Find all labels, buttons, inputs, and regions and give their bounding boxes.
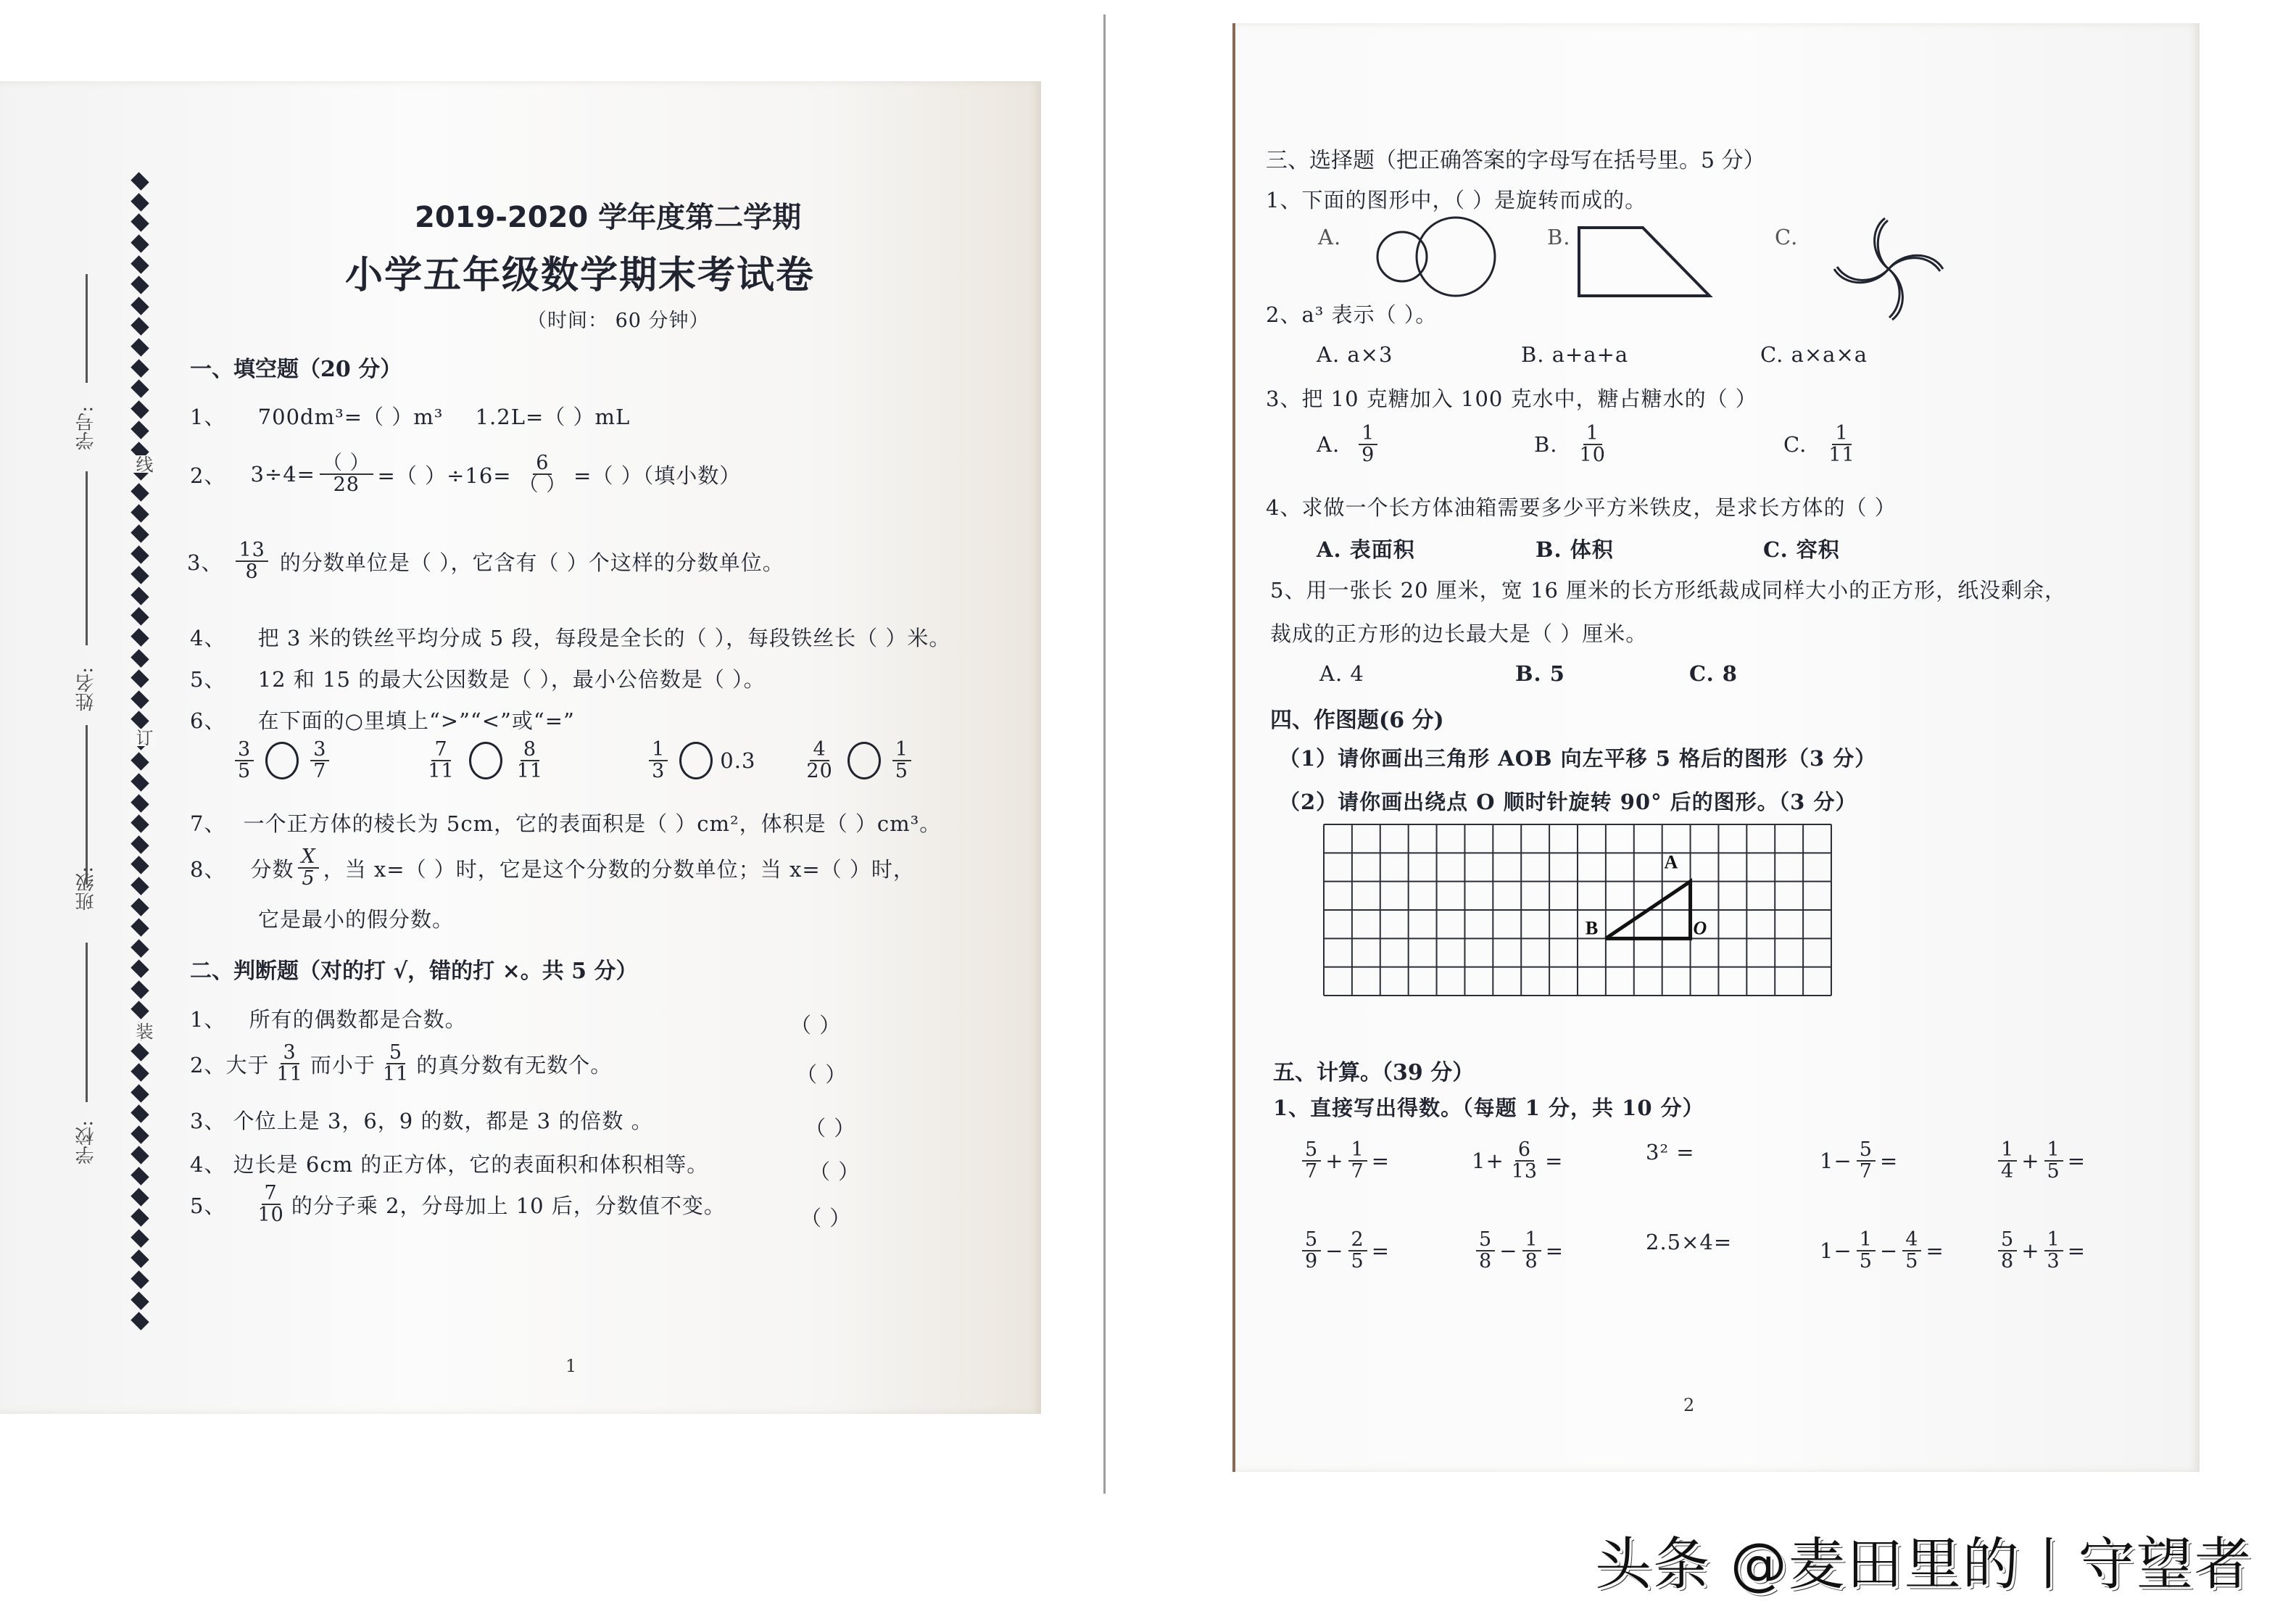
- diamond-mark: [130, 1208, 149, 1226]
- name-blank-line-b: [86, 725, 88, 885]
- fill-q8-cont: 它是最小的假分数。: [258, 907, 455, 932]
- choice-q3-option-c: C. $\frac{1}{11}$: [1783, 423, 1862, 466]
- calc-expression: [1994, 1140, 2086, 1183]
- q5-text: 12 和 15 的最大公因数是（ ），最小公倍数是（ ）。: [257, 667, 766, 692]
- diamond-mark: [130, 338, 149, 356]
- compare-circle-blank[interactable]: [847, 742, 881, 779]
- operator: 1+: [1472, 1149, 1504, 1174]
- judge-q1: [190, 1004, 467, 1033]
- pinwheel-figure-icon: [1827, 215, 1950, 323]
- diamond-mark: [130, 753, 149, 771]
- diamond-mark: [130, 524, 149, 542]
- diamond-mark: [130, 545, 149, 563]
- choice-q5-option-a: A. 4: [1319, 661, 1364, 686]
- calc-expression: [1646, 1140, 1695, 1164]
- diamond-mark: [130, 939, 149, 957]
- diamond-mark: [130, 214, 149, 232]
- operator: 1−: [1820, 1238, 1852, 1264]
- diamond-mark: [130, 1146, 149, 1164]
- operator: =: [1926, 1238, 1944, 1264]
- diamond-mark: [130, 504, 149, 522]
- calc-expression: [1298, 1230, 1390, 1273]
- q3-text: 的分数单位是（ ），它含有（ ）个这样的分数单位。: [279, 550, 784, 575]
- compare-circle-blank[interactable]: [469, 742, 502, 779]
- exam-duration: （时间： 60 分钟）: [527, 310, 710, 332]
- diamond-mark: [130, 234, 149, 252]
- diamond-mark: [130, 1291, 149, 1309]
- choice-q1-option-a: A.: [1318, 225, 1342, 249]
- fill-q3: [187, 540, 784, 583]
- fill-q5: [190, 663, 766, 693]
- diamond-mark: [130, 1063, 149, 1081]
- fraction: $\frac{7}{10}$: [257, 1182, 284, 1227]
- diamond-mark: [130, 1250, 149, 1268]
- judge-text: 个位上是 3，6，9 的数，都是 3 的倍数 。: [233, 1109, 653, 1133]
- fraction: $\frac{( )}{28}$: [320, 453, 373, 496]
- diamond-mark: [130, 318, 149, 336]
- fraction: $\frac{3}{5}$: [235, 740, 254, 782]
- fill-q7: [190, 808, 941, 837]
- diamond-mark: [130, 980, 149, 998]
- q2-mid: =（ ）÷16=: [377, 463, 512, 488]
- calc-expression: [1994, 1230, 2086, 1273]
- operator: =: [1879, 1149, 1899, 1174]
- calc-expression: [1472, 1230, 1564, 1273]
- calc-sub1: 1、直接写出得数。（每题 1 分，共 10 分）: [1273, 1096, 1704, 1120]
- fraction: $\frac{8}{11}$: [516, 738, 544, 783]
- operator: +: [1325, 1149, 1344, 1174]
- fraction: $\frac{1}{10}$: [1579, 422, 1606, 467]
- fraction: $\frac{6}{13}$: [1511, 1138, 1538, 1183]
- operator: =: [1545, 1238, 1564, 1264]
- calc-expression: [1820, 1230, 1944, 1273]
- diamond-mark: [130, 960, 149, 978]
- q8-text: ，当 x=（ ）时，它是这个分数的分数单位；当 x=（ ）时，: [323, 856, 915, 882]
- q-number: 3、: [190, 1109, 226, 1133]
- fraction: $\frac{1}{5}$: [892, 740, 911, 782]
- operator: −: [1499, 1238, 1518, 1264]
- binding-char-staple: 订: [130, 729, 156, 746]
- choice-q1-option-c: C.: [1775, 225, 1799, 249]
- diamond-mark: [130, 669, 149, 687]
- fraction: $\frac{5}{7}$: [1857, 1140, 1876, 1183]
- fraction: $\frac{1}{9}$: [1359, 423, 1377, 466]
- choice-q3-option-b: B. $\frac{1}{10}$: [1534, 423, 1613, 466]
- operator: =: [2067, 1149, 2086, 1174]
- diamond-mark: [130, 276, 149, 294]
- q1-part-b: 1.2L=（ ）mL: [475, 405, 631, 429]
- judge-q2: 2、 大于 $\frac{3}{11}$ 而小于 $\frac{5}{11}$ 的真分数有无数个。: [190, 1041, 613, 1086]
- diamond-mark: [130, 379, 149, 397]
- drawing-grid[interactable]: [1321, 822, 1834, 998]
- diamond-mark: [130, 794, 149, 812]
- name-blank-line-a: [86, 471, 88, 645]
- judge-answer-blank-3[interactable]: （ ）: [805, 1116, 856, 1141]
- fraction: $\frac{5}{8}$: [1998, 1230, 2017, 1273]
- fraction: $\frac{1}{7}$: [1348, 1140, 1367, 1183]
- diamond-mark: [130, 566, 149, 584]
- choice-q4-option-b: B. 体积: [1535, 537, 1614, 562]
- diamond-mark: [130, 421, 149, 439]
- binding-char-bind: 装: [130, 1022, 156, 1040]
- judge-answer-blank-1[interactable]: （ ）: [790, 1013, 842, 1038]
- diamond-mark: [130, 856, 149, 874]
- draw-task-1: （1）请你画出三角形 AOB 向左平移 5 格后的图形（3 分）: [1279, 746, 1877, 771]
- choice-q5: 5、用一张长 20 厘米，宽 16 厘米的长方形纸裁成同样大小的正方形，纸没剩余，: [1270, 578, 2067, 603]
- diamond-mark: [130, 690, 149, 708]
- q-number: 2、: [190, 463, 226, 488]
- calc-expression: [1646, 1230, 1732, 1254]
- operator: 2.5×4=: [1646, 1230, 1733, 1254]
- class-blank-line: [86, 943, 88, 1102]
- choice-q2-option-a: A. a×3: [1317, 342, 1393, 367]
- judge-answer-blank-5[interactable]: （ ）: [800, 1206, 852, 1230]
- q-number: 1、: [190, 405, 226, 429]
- q-number: 1、: [190, 1007, 226, 1032]
- fraction: $\frac{5}{11}$: [382, 1041, 410, 1086]
- choice-q1: 1、下面的图形中，（ ）是旋转而成的。: [1266, 188, 1647, 212]
- operator: +: [2021, 1149, 2040, 1174]
- judge-q4: [190, 1149, 708, 1178]
- student-id-blank-line: [86, 274, 88, 383]
- choice-q2-option-c: C. a×a×a: [1760, 342, 1868, 367]
- diamond-mark: [130, 1105, 149, 1123]
- fraction: $\frac{4}{5}$: [1902, 1230, 1921, 1273]
- operator: 1−: [1820, 1149, 1852, 1174]
- judge-q5: 5、 $\frac{7}{10}$ 的分子乘 2，分母加上 10 后，分数值不变。: [190, 1182, 726, 1227]
- section4-heading: 四、作图题(6 分): [1270, 708, 1444, 733]
- judge-answer-blank-2[interactable]: （ ）: [796, 1062, 847, 1087]
- compare-circle-blank[interactable]: [679, 742, 713, 779]
- diamond-mark: [130, 1188, 149, 1206]
- section1-heading: 一、填空题（20 分）: [190, 357, 402, 382]
- diamond-mark: [130, 587, 149, 605]
- fill-q1: [190, 401, 630, 431]
- section3-heading: 三、选择题（把正确答案的字母写在括号里。5 分）: [1266, 148, 1765, 173]
- fraction: $\frac{1}{3}$: [649, 740, 668, 782]
- fill-q8: [190, 847, 915, 890]
- q-number: 4、: [190, 626, 226, 650]
- fraction: $\frac{1}{11}$: [1828, 422, 1855, 467]
- calc-expression: [1298, 1140, 1390, 1183]
- choice-q4: 4、求做一个长方体油箱需要多少平方米铁皮，是求长方体的（ ）: [1266, 495, 1897, 520]
- fraction: $\frac{2}{5}$: [1348, 1230, 1367, 1273]
- diamond-mark: [130, 1043, 149, 1061]
- q-number: 2、: [190, 1052, 226, 1077]
- fraction: $\frac{1}{5}$: [1857, 1230, 1876, 1273]
- operator: −: [1879, 1238, 1899, 1264]
- fraction: $\frac{6}{( )}$: [518, 452, 567, 497]
- compare-circle-blank[interactable]: [265, 742, 299, 779]
- operator: =: [1545, 1149, 1564, 1174]
- page-number-1: 1: [565, 1356, 577, 1376]
- choice-q3-option-a: A. $\frac{1}{9}$: [1317, 423, 1382, 466]
- q8-lead: 分数: [250, 856, 294, 882]
- calc-expression: [1820, 1140, 1898, 1183]
- fraction: $\frac{7}{11}$: [428, 738, 455, 783]
- fraction: $\frac{1}{8}$: [1522, 1230, 1541, 1273]
- q1-part-a: 700dm³=（ ）m³: [257, 405, 444, 429]
- fraction: $\frac{5}{7}$: [1302, 1140, 1321, 1183]
- judge-text: 边长是 6cm 的正方体，它的表面积和体积相等。: [233, 1152, 709, 1177]
- diamond-mark: [130, 400, 149, 418]
- diamond-mark: [130, 773, 149, 791]
- fraction: $\frac{5}{9}$: [1302, 1230, 1321, 1273]
- diamond-mark: [130, 173, 149, 191]
- q-number: 6、: [190, 708, 226, 733]
- page-divider: [1103, 15, 1106, 1494]
- choice-q1-option-b: B.: [1547, 225, 1571, 249]
- operator: −: [1325, 1238, 1344, 1264]
- operator: 3² =: [1646, 1140, 1695, 1164]
- q2-lead: 3÷4=: [250, 462, 315, 487]
- choice-q4-option-a: A. 表面积: [1317, 537, 1415, 562]
- diamond-mark: [130, 1084, 149, 1102]
- judge-answer-blank-4[interactable]: （ ）: [809, 1159, 861, 1184]
- two-circles-figure-icon: [1370, 216, 1501, 303]
- diamond-mark: [130, 1270, 149, 1288]
- diamond-mark: [130, 1125, 149, 1143]
- fraction: $\frac{4}{20}$: [806, 738, 833, 783]
- diamond-mark: [130, 359, 149, 377]
- diamond-mark: [130, 711, 149, 729]
- page-number-2: 2: [1683, 1395, 1695, 1415]
- choice-q4-option-c: C. 容积: [1763, 537, 1840, 562]
- source-watermark: 头条 @麦田里的丨守望者: [1595, 1532, 2253, 1597]
- choice-q2-option-b: B. a+a+a: [1521, 342, 1629, 367]
- section5-heading: 五、计算。（39 分）: [1273, 1060, 1475, 1085]
- decimal-value: 0.3: [720, 748, 756, 774]
- fill-q4: [190, 622, 950, 652]
- fraction: $\frac{3}{7}$: [310, 740, 329, 782]
- exam-title: 小学五年级数学期末考试卷: [345, 254, 816, 297]
- diamond-mark: [130, 608, 149, 626]
- q2-tail: =（ ）（填小数）: [573, 463, 742, 488]
- section2-heading: 二、判断题（对的打 √，错的打 ×。共 5 分）: [190, 959, 638, 984]
- q-number: 8、: [190, 856, 226, 882]
- calc-expression: [1472, 1140, 1563, 1183]
- diamond-mark: [130, 193, 149, 211]
- q-number: 3、: [187, 550, 223, 575]
- trapezoid-figure-icon: [1575, 223, 1720, 300]
- q-number: 5、: [190, 1193, 226, 1218]
- operator: =: [1371, 1238, 1390, 1264]
- choice-q5-option-b: B. 5: [1515, 661, 1565, 686]
- fraction: $\frac{X}{5}$: [298, 847, 318, 890]
- binding-char-line: 线: [130, 455, 156, 473]
- student-id-label: 学号:: [75, 406, 97, 450]
- choice-q2: 2、a³ 表示（ ）。: [1266, 302, 1438, 327]
- fill-q2: [190, 453, 741, 496]
- point-o-label: O: [1693, 917, 1707, 939]
- choice-q3: 3、把 10 克糖加入 100 克水中，糖占糖水的（ ）: [1266, 386, 1757, 411]
- diamond-mark: [130, 877, 149, 895]
- q-number: 7、: [190, 811, 226, 836]
- fraction: $\frac{5}{8}$: [1476, 1230, 1495, 1273]
- operator: =: [1371, 1149, 1390, 1174]
- name-label: 姓名:: [75, 667, 97, 711]
- fraction: $\frac{1}{4}$: [1998, 1140, 2017, 1183]
- point-a-label: A: [1664, 851, 1678, 873]
- operator: +: [2021, 1238, 2040, 1264]
- judge-text: 所有的偶数都是合数。: [249, 1007, 467, 1032]
- diamond-mark: [130, 835, 149, 853]
- q-number: 4、: [190, 1152, 226, 1177]
- class-label: 班级:: [75, 866, 97, 911]
- diamond-mark: [130, 814, 149, 832]
- q4-text: 把 3 米的铁丝平均分成 5 段，每段是全长的（ ），每段铁丝长（ ）米。: [257, 626, 951, 650]
- q6-text: 在下面的○里填上“>”“<”或“=”: [257, 708, 575, 733]
- diamond-mark: [130, 1229, 149, 1247]
- school-label: 学校:: [75, 1120, 97, 1164]
- binding-diamond-line: [129, 171, 151, 1331]
- operator: =: [2067, 1238, 2086, 1264]
- q7-text: 一个正方体的棱长为 5cm，它的表面积是（ ）cm²，体积是（ ）cm³。: [243, 811, 942, 836]
- diamond-mark: [130, 1312, 149, 1330]
- diamond-mark: [130, 255, 149, 273]
- draw-task-2: （2）请你画出绕点 O 顺时针旋转 90° 后的图形。（3 分）: [1279, 790, 1857, 814]
- diamond-mark: [130, 1167, 149, 1185]
- choice-q5-cont: 裁成的正方形的边长最大是（ ）厘米。: [1270, 621, 1648, 646]
- diamond-mark: [130, 628, 149, 646]
- diamond-mark: [130, 1001, 149, 1019]
- fraction: $\frac{13}{8}$: [236, 540, 268, 583]
- diamond-mark: [130, 297, 149, 315]
- choice-q5-option-c: C. 8: [1689, 661, 1738, 686]
- term-heading: 2019-2020 学年度第二学期: [415, 201, 802, 234]
- fraction: $\frac{3}{11}$: [276, 1041, 303, 1086]
- compare-row: [231, 740, 916, 782]
- q-number: 5、: [190, 667, 226, 692]
- diamond-mark: [130, 898, 149, 916]
- diamond-mark: [130, 483, 149, 501]
- point-b-label: B: [1585, 917, 1599, 939]
- diamond-mark: [130, 649, 149, 667]
- diamond-mark: [130, 918, 149, 936]
- fill-q6: [190, 705, 575, 735]
- fraction: $\frac{1}{5}$: [2044, 1140, 2063, 1183]
- fraction: $\frac{1}{3}$: [2044, 1230, 2063, 1273]
- judge-q3: [190, 1105, 653, 1135]
